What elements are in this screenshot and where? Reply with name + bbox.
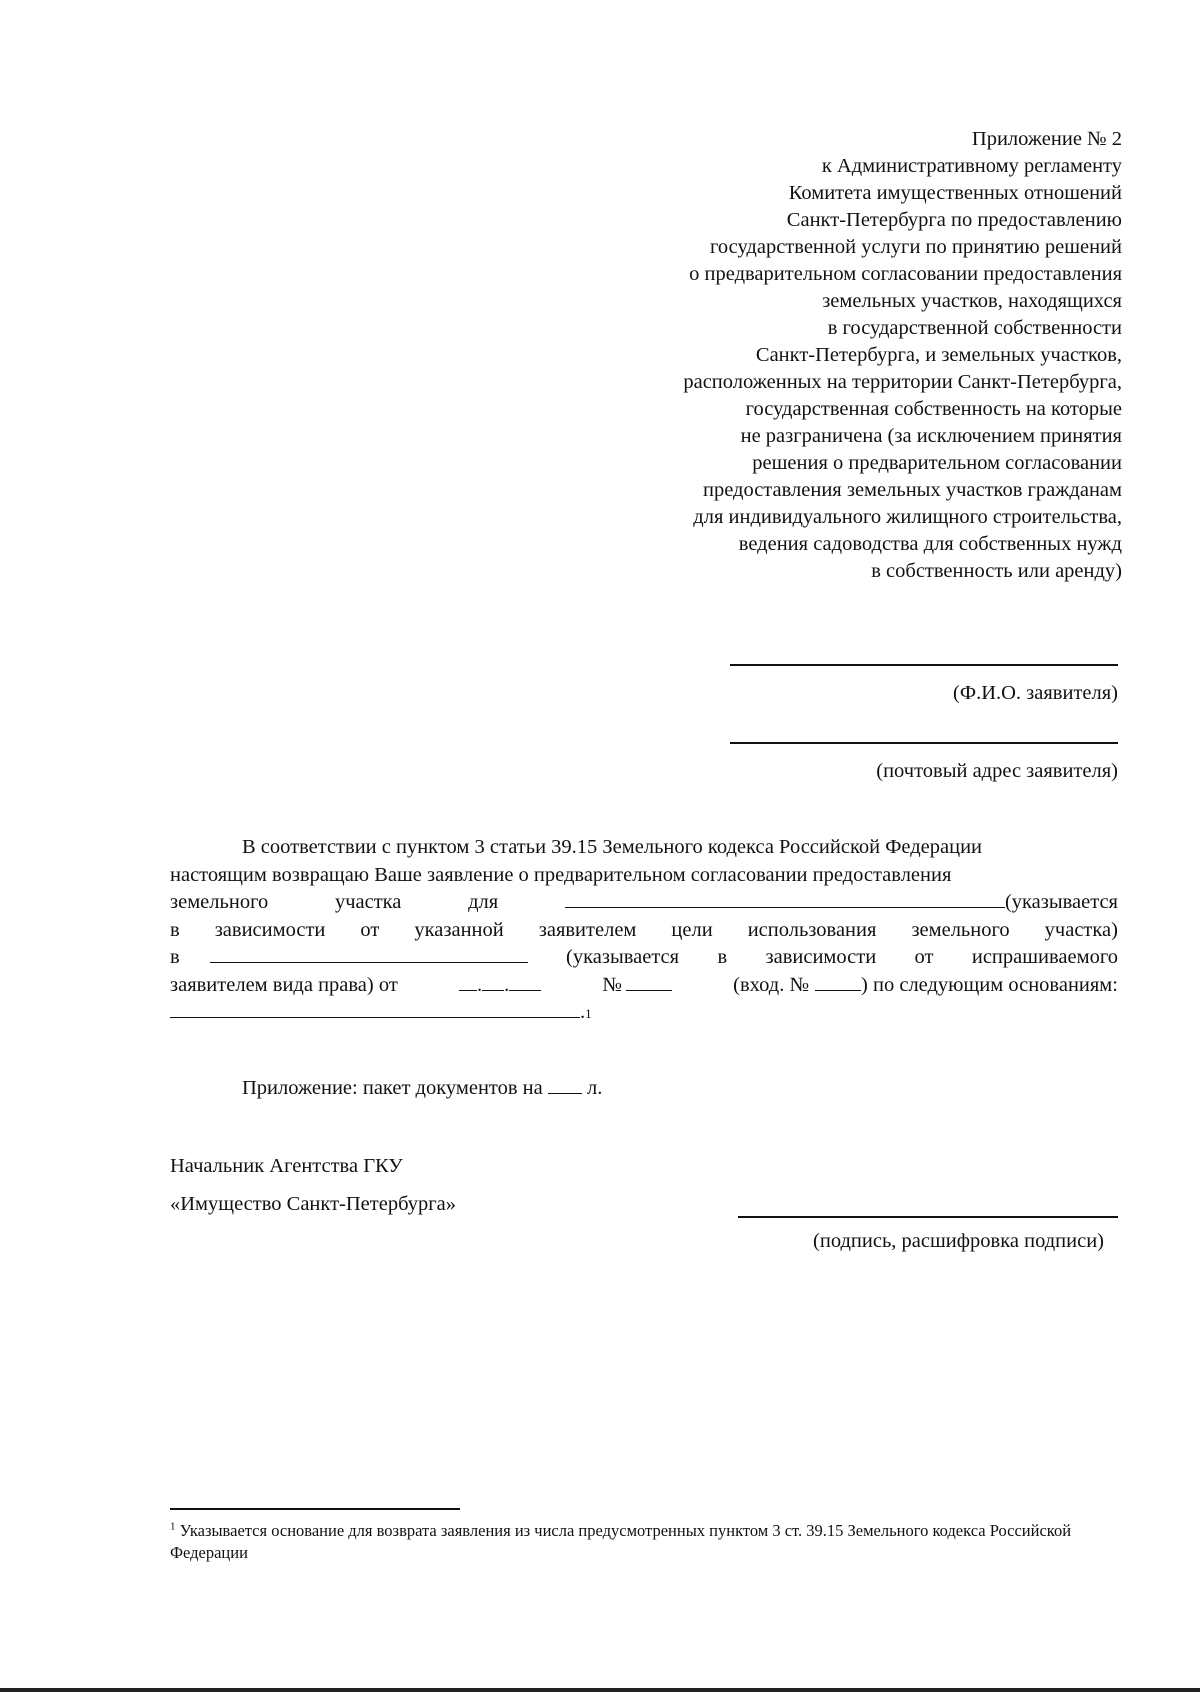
body-text-run: . [580,1001,586,1023]
appendix-line: Санкт-Петербурга по предоставлению [786,209,1122,231]
right-type-blank[interactable] [210,944,528,963]
date-separator: . [504,973,510,996]
appendix-line: Санкт-Петербурга, и земельных участков, [755,344,1122,366]
attachment-suffix: л. [586,1077,603,1099]
signature-caption: (подпись, расшифровка подписи) [813,1230,1104,1252]
body-word: в [717,946,728,968]
body-word: указанной [414,918,504,941]
body-word: цели [671,918,713,941]
appendix-line: расположенных на территории Санкт-Петербурга, [683,371,1122,393]
appendix-line: решения о предварительном согласовании [752,452,1122,474]
footnote-separator [170,1508,460,1510]
appendix-header [560,126,1122,585]
date-day-blank[interactable] [459,972,477,991]
right-type-blank-group [170,944,528,972]
number-blank[interactable] [626,972,672,991]
signatory-title-line2: «Имущество Санкт-Петербурга» [170,1193,456,1215]
footnote-text: Указывается основание для возврата заявления из числа предусмотренных пунктом 3 ст. 39.15 Земельного кодекса Российской Федерации [170,1521,1072,1562]
body-word: от [360,918,380,941]
body-text-run: заявителем вида права) от [170,973,398,996]
appendix-line: для индивидуального жилищного строительства, [693,506,1122,528]
signature-line [738,1216,1118,1218]
purpose-blank-group [565,889,1118,917]
appendix-line: предоставления земельных участков гражданам [702,479,1122,501]
appendix-line: земельных участков, находящихся [822,290,1122,312]
attachment-pages-blank[interactable] [548,1075,582,1094]
incoming-number-group [733,972,1118,1000]
body-word: участка [334,891,402,913]
body-word: зависимости [765,946,877,968]
applicant-name-caption: (Ф.И.О. заявителя) [953,682,1118,704]
body-text-run: настоящим возвращаю Ваше заявление о предварительном согласовании предоставления [170,863,952,886]
body-line: . 1 [170,999,1118,1027]
body-line [170,862,1118,890]
appendix-line: государственной услуги по принятию решений [709,236,1122,258]
body-word: от [914,946,934,968]
date-month-blank[interactable] [482,972,504,991]
body-word: земельного [170,891,269,913]
applicant-address-caption: (почтовый адрес заявителя) [876,760,1118,782]
appendix-line: Комитета имущественных отношений [788,182,1122,204]
body-line [170,944,1118,972]
body-word: участка) [1044,918,1118,941]
date-year-blank[interactable] [509,972,541,991]
body-word: для [468,891,499,913]
number-blank-group [602,972,672,1000]
letter-body [170,834,1118,1027]
body-line [170,972,1118,1000]
body-word: (указывается [566,946,680,968]
body-word: (указывается [1004,891,1118,913]
body-line [170,917,1118,945]
attachment-line [242,1075,602,1100]
body-line [170,834,1118,862]
body-line [170,889,1118,917]
appendix-line: в государственной собственности [827,317,1122,339]
appendix-line: ведения садоводства для собственных нужд [738,533,1122,555]
footnote-mark: 1 [170,1520,176,1533]
applicant-name-line [730,664,1118,666]
appendix-line: Приложение № 2 [971,128,1122,150]
body-word: в [170,946,180,968]
purpose-blank[interactable] [565,889,1005,908]
body-word: земельного [911,918,1010,941]
number-sign: № [602,973,622,996]
appendix-line: в собственность или аренду) [871,560,1122,582]
attachment-prefix: Приложение: пакет документов на [242,1077,543,1099]
appendix-line: к Административному регламенту [821,155,1122,177]
grounds-blank[interactable] [170,999,580,1018]
body-text-run: ) по следующим основаниям: [861,973,1118,996]
appendix-line: не разграничена (за исключением принятия [740,425,1122,447]
date-blank-group [459,972,541,1000]
body-word: зависимости [214,918,326,941]
body-text-run: (вход. № [733,973,810,996]
incoming-number-blank[interactable] [815,972,861,991]
body-word: использования [747,918,877,941]
signatory-title-line1: Начальник Агентства ГКУ [170,1155,403,1177]
page-bottom-edge [0,1688,1200,1692]
appendix-line: государственная собственность на которые [745,398,1122,420]
applicant-address-line [730,742,1118,744]
appendix-line: о предварительном согласовании предоставления [689,263,1122,285]
body-word: заявителем [538,918,637,941]
date-separator: . [476,973,483,996]
body-text-run: В соответствии с пунктом 3 статьи 39.15 Земельного кодекса Российской Федерации [242,836,983,858]
body-word: в [170,918,180,941]
body-word: испрашиваемого [971,946,1118,968]
footnote [170,1520,1120,1564]
